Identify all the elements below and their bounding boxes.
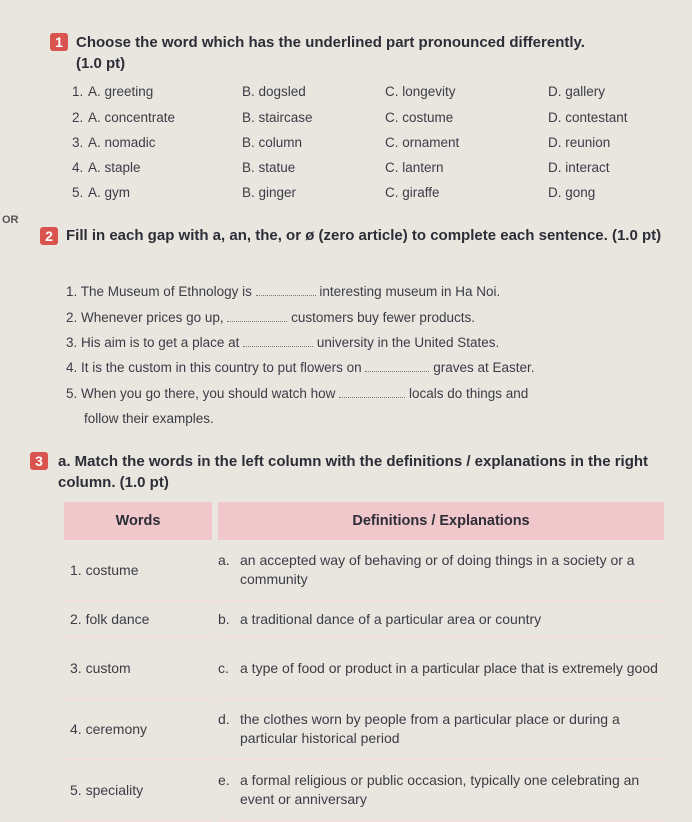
q5-option-a: A. gym (88, 185, 131, 200)
q5-num: 5. (72, 185, 84, 200)
table-row (64, 760, 664, 822)
q2-option-a: A. concentrate (88, 110, 176, 125)
sentence-5-num: 5. (66, 386, 78, 401)
q2-option-c: C. costume (385, 110, 454, 125)
definition-text: a traditional dance of a particular area or country (240, 610, 542, 627)
exercise-1-title (76, 32, 676, 74)
definition-text: a formal religious or public occasion, typically one celebrating an event or anniversary (240, 772, 640, 807)
q2-num: 2. (72, 110, 84, 125)
definition-letter: e. (218, 772, 230, 788)
definition-cell (218, 540, 664, 602)
q5-option-d: D. gong (548, 185, 596, 200)
q3-option-b: B. column (242, 135, 303, 150)
exercise-2-badge: 2 (40, 227, 58, 245)
sentence-4-after: graves at Easter. (433, 360, 535, 375)
sentence-2-before: Whenever prices go up, (81, 310, 224, 325)
word-cell: 4. ceremony (64, 700, 212, 760)
q1-option-d: D. gallery (548, 84, 606, 99)
q1-num: 1. (72, 84, 84, 99)
sentence-5-after: locals do things and (408, 386, 529, 401)
q1-option-a: A. greeting (88, 84, 154, 99)
q4-option-b: B. statue (242, 160, 296, 175)
definition-cell (218, 760, 664, 822)
sentence-1 (66, 284, 500, 299)
definition-text: the clothes worn by people from a particular place or during a particular historical period (240, 711, 620, 746)
sentence-4-before: It is the custom in this country to put flowers on (81, 360, 362, 375)
definition-cell (218, 700, 664, 760)
sentence-2 (66, 310, 475, 325)
definition-text: an accepted way of behaving or of doing things in a society or a community (240, 552, 635, 587)
margin-mark: OR (2, 214, 19, 226)
q4-option-c: C. lantern (385, 160, 444, 175)
table-row (64, 540, 664, 602)
sentence-5-before: When you go there, you should watch how (81, 386, 336, 401)
sentence-5-continuation: follow their examples. (84, 411, 214, 426)
q2-option-b: B. staircase (242, 110, 313, 125)
answer-gap-3[interactable] (243, 345, 313, 347)
q3-option-a: A. nomadic (88, 135, 156, 150)
word-cell: 1. costume (64, 540, 212, 602)
sentence-2-num: 2. (66, 310, 78, 325)
answer-gap-1[interactable] (256, 294, 316, 296)
q4-option-d: D. interact (548, 160, 610, 175)
q2-option-d: D. contestant (548, 110, 628, 125)
sentence-2-after: customers buy fewer products. (291, 310, 475, 325)
q5-option-c: C. giraffe (385, 185, 440, 200)
definition-cell (218, 602, 664, 638)
definition-letter: a. (218, 552, 230, 568)
answer-gap-4[interactable] (365, 370, 429, 372)
sentence-1-before: The Museum of Ethnology is (80, 284, 252, 299)
exercise-1-instruction: Choose the word which has the underlined part pronounced differently. (76, 34, 585, 51)
table-row (64, 638, 664, 700)
definition-letter: c. (218, 659, 229, 676)
definition-text: a type of food or product in a particular place that is extremely good (240, 659, 658, 676)
answer-gap-2[interactable] (227, 320, 287, 322)
q3-num: 3. (72, 135, 84, 150)
definitions-header: Definitions / Explanations (218, 502, 664, 540)
q3-option-d: D. reunion (548, 135, 611, 150)
word-cell: 3. custom (64, 638, 212, 700)
sentence-3-after: university in the United States. (316, 335, 500, 350)
answer-gap-5[interactable] (339, 396, 405, 398)
q3-option-c: C. ornament (385, 135, 460, 150)
exercise-1-badge: 1 (50, 33, 68, 51)
words-header: Words (64, 502, 212, 540)
matching-header-row (64, 502, 664, 540)
q4-option-a: A. staple (88, 160, 141, 175)
sentence-3 (66, 335, 499, 350)
definition-cell (218, 638, 664, 700)
sentence-4 (66, 360, 535, 375)
q4-num: 4. (72, 160, 84, 175)
sentence-4-num: 4. (66, 360, 78, 375)
sentence-3-num: 3. (66, 335, 78, 350)
definition-letter: b. (218, 610, 230, 627)
exercise-1-points: (1.0 pt) (76, 55, 126, 72)
sentence-1-after: interesting museum in Ha Noi. (319, 284, 501, 299)
exercise-2-title: Fill in each gap with a, an, the, or ø (zero article) to complete each sentence. (1.0 pt) (66, 227, 662, 244)
q5-option-b: B. ginger (242, 185, 297, 200)
table-row (64, 602, 664, 638)
word-cell: 5. speciality (64, 760, 212, 822)
word-cell: 2. folk dance (64, 602, 212, 638)
sentence-1-num: 1. (66, 284, 78, 299)
exercise-3-badge: 3 (30, 452, 48, 470)
q1-option-c: C. longevity (385, 84, 456, 99)
matching-table (58, 502, 670, 822)
sentence-5 (66, 386, 528, 401)
table-row (64, 700, 664, 760)
definition-letter: d. (218, 711, 230, 727)
q1-option-b: B. dogsled (242, 84, 306, 99)
exercise-3-title: a. Match the words in the left column with the definitions / explanations in the right column. (1.0 pt) (58, 453, 649, 491)
sentence-3-before: His aim is to get a place at (81, 335, 240, 350)
